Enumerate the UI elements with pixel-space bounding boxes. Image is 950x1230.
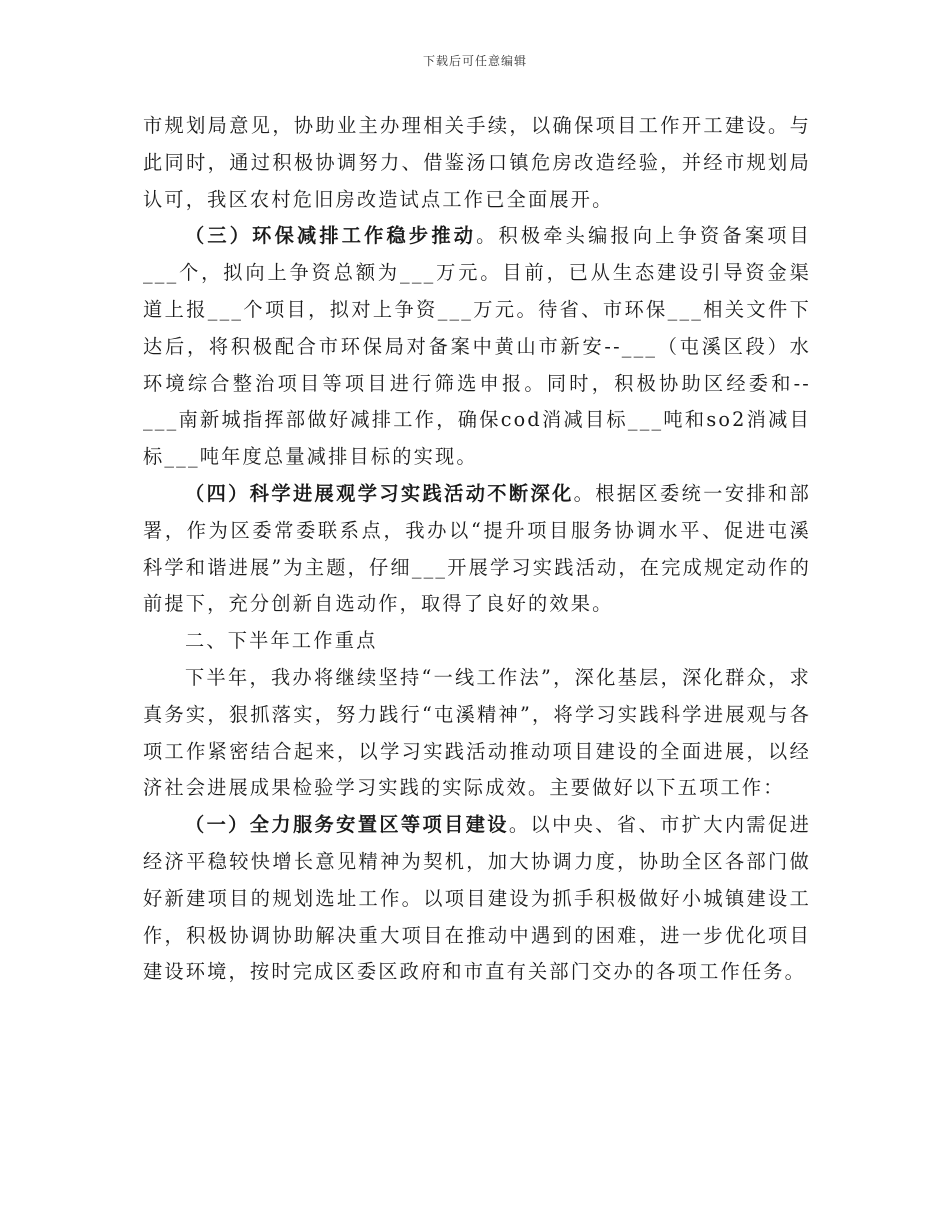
paragraph-body: 市规划局意见，协助业主办理相关手续，以确保项目工作开工建设。与此同时，通过积极协调努力、借鉴汤口镇危房改造经验，并经市规划局认可，我区农村危旧房改造试点工作已全面展开。: [143, 114, 811, 211]
paragraph-second-half-intro: [143, 660, 811, 807]
paragraph-body: 下半年，我办将继续坚持“一线工作法”，深化基层，深化群众，求真务实，狠抓落实，努力践行“屯溪精神”，将学习实践科学进展观与各项工作紧密结合起来，以学习实践活动推动项目建设的全面进展，以经济社会进展成果检验学习实践的实际成效。主要做好以下五项工作：: [143, 665, 811, 800]
section-title-second-half: [143, 623, 811, 660]
section-heading-3: （三）环保减排工作稳步推动: [185, 224, 477, 248]
paragraph-project-service: [143, 807, 811, 991]
paragraph-body: 。根据区委统一安排和部署，作为区委常委联系点，我办以“提升项目服务协调水平、促进屯溪科学和谐进展”为主题，仔细___开展学习实践活动，在完成规定动作的前提下，充分创新自选动作，取得了良好的效果。: [143, 481, 811, 616]
paragraph-environment: [143, 218, 811, 476]
paragraph-body: 。以中央、省、市扩大内需促进经济平稳较快增长意见精神为契机，加大协调力度，协助全区各部门做好新建项目的规划选址工作。以项目建设为抓手积极做好小城镇建设工作，积极协调协助解决重大项目在推动中遇到的困难，进一步优化项目建设环境，按时完成区委区政府和市直有关部门交办的各项工作任务。: [143, 813, 812, 984]
paragraph-science: [143, 476, 811, 623]
page-header: 下载后可任意编辑: [422, 54, 527, 68]
section-title-text: 二、下半年工作重点: [185, 629, 378, 653]
paragraph-continuation: [143, 108, 811, 218]
section-heading-1: （一）全力服务安置区等项目建设: [185, 813, 509, 837]
section-heading-4: （四）科学进展观学习实践活动不断深化: [185, 481, 574, 505]
document-body: [143, 108, 811, 991]
paragraph-body: 。积极牵头编报向上争资备案项目___个，拟向上争资总额为___万元。目前，已从生态建设引导资金渠道上报___个项目，拟对上争资___万元。待省、市环保___相关文件下达后，将积极配合市环保局对备案中黄山市新安--___（屯溪区段）水环境综合整治项目等项目进行筛选申报。同时，积极协助区经委和--___南新城指挥部做好减排工作，确保cod消减目标___吨和so2消减目标___吨年度总量减排目标的实现。: [143, 224, 811, 469]
